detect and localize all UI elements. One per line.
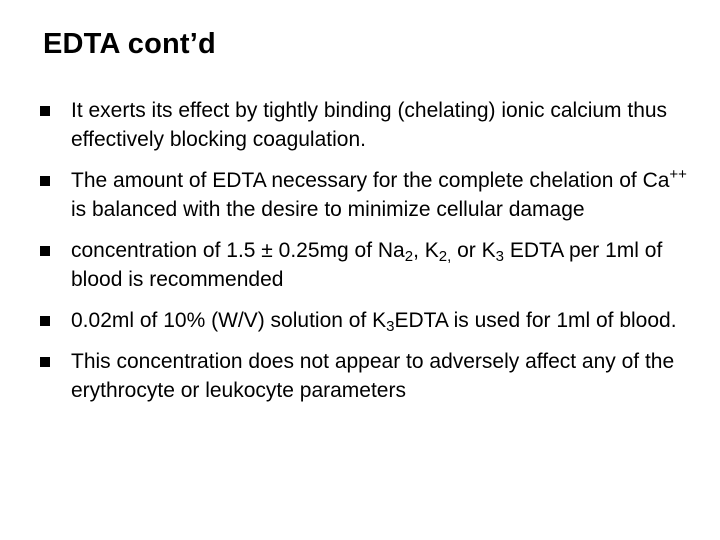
bullet-item-5 <box>36 347 696 405</box>
square-bullet-icon <box>40 176 50 186</box>
bullet-text-cont: EDTA is used for 1ml of blood. <box>394 309 677 332</box>
bullet-item-2 <box>36 166 696 224</box>
subscript: 3 <box>386 318 395 335</box>
square-bullet-icon <box>40 106 50 116</box>
bullet-text-cont: EDTA per 1ml of blood is recommended <box>71 239 663 291</box>
subscript: 3 <box>495 248 504 265</box>
square-bullet-icon <box>40 246 50 256</box>
bullet-item-1 <box>36 96 696 154</box>
bullet-text: This concentration does not appear to adversely affect any of the erythrocyte or leukocyte parameters <box>71 350 675 402</box>
subscript: 2 <box>404 248 414 265</box>
bullet-text: The amount of EDTA necessary for the complete chelation of Ca <box>71 169 670 192</box>
bullet-item-3 <box>36 236 696 294</box>
bullet-text: It exerts its effect by tightly binding (chelating) ionic calcium thus effectively blocking coagulation. <box>71 99 668 151</box>
bullet-item-4 <box>36 306 696 335</box>
bullet-list <box>36 96 696 417</box>
bullet-text-cont: , K <box>413 239 439 262</box>
bullet-text: concentration of 1.5 ± 0.25mg of Na <box>71 239 405 262</box>
slide-title: EDTA cont’d <box>43 28 216 60</box>
superscript: ++ <box>669 166 687 183</box>
bullet-text: 0.02ml of 10% (W/V) solution of K <box>71 309 387 332</box>
subscript: 2, <box>438 248 452 265</box>
bullet-text-cont: or K <box>451 239 496 262</box>
square-bullet-icon <box>40 316 50 326</box>
square-bullet-icon <box>40 357 50 367</box>
bullet-text-cont: is balanced with the desire to minimize cellular damage <box>71 198 585 221</box>
